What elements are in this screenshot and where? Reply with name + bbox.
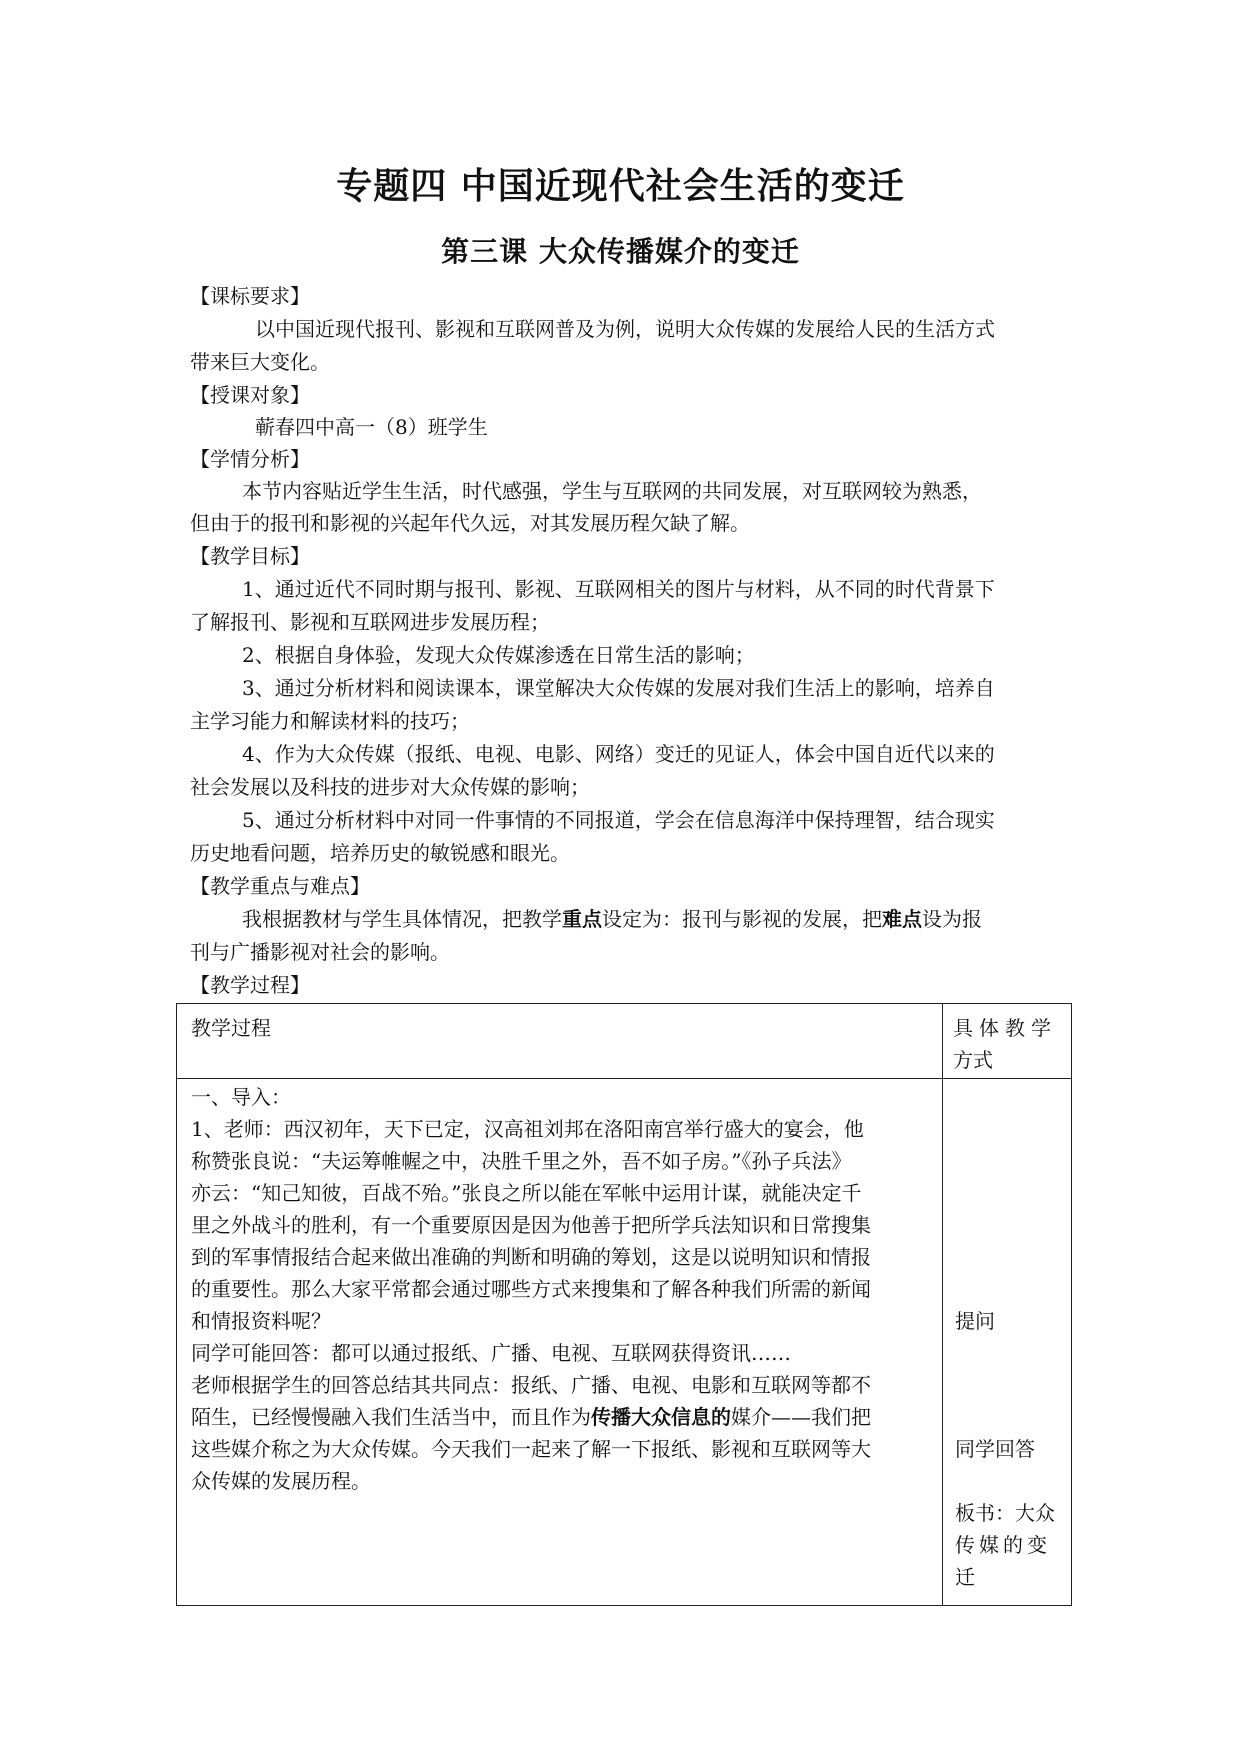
- header-method-line-2: 方式: [953, 1048, 993, 1072]
- section-heading-key-points: 【教学重点与难点】: [190, 874, 370, 898]
- section-heading-goals: 【教学目标】: [190, 544, 310, 568]
- analysis-line-1: 本节内容贴近学生生活，时代感强，学生与互联网的共同发展，对互联网较为熟悉，: [242, 479, 982, 503]
- process-text: 媒介——我们把: [731, 1405, 871, 1429]
- method-student-answer: 同学回答: [955, 1437, 1035, 1461]
- process-line: 老师根据学生的回答总结其共同点：报纸、广播、电视、电影和互联网等都不: [191, 1373, 871, 1397]
- goal-2-line-1: 2、根据自身体验，发现大众传媒渗透在日常生活的影响；: [242, 643, 755, 667]
- table-row: [177, 1079, 1072, 1606]
- process-text: 陌生，已经慢慢融入我们生活当中，而且作为: [191, 1405, 591, 1429]
- section-heading-analysis: 【学情分析】: [190, 447, 310, 471]
- method-board-line-3: 迁: [955, 1565, 975, 1589]
- process-line: 的重要性。那么大家平常都会通过哪些方式来搜集和了解各种我们所需的新闻: [191, 1277, 871, 1301]
- process-line: 亦云：“知己知彼，百战不殆。”张良之所以能在军帐中运用计谋，就能决定千: [191, 1181, 862, 1205]
- target-text: 蕲春四中高一（8）班学生: [255, 415, 488, 439]
- header-process-label: 教学过程: [191, 1016, 271, 1040]
- goal-3-line-2: 主学习能力和解读材料的技巧；: [190, 709, 470, 733]
- goal-3-line-1: 3、通过分析材料和阅读课本，课堂解决大众传媒的发展对我们生活上的影响，培养自: [242, 676, 995, 700]
- method-board-line-2: 传媒的变: [955, 1533, 1051, 1557]
- lesson-subtitle: 第三课 大众传播媒介的变迁: [441, 235, 800, 268]
- key-emphasis-difficulty: 难点: [882, 907, 922, 931]
- header-method-line-1: 具体教学: [953, 1016, 1057, 1040]
- table-header-row: [177, 1004, 1072, 1079]
- process-line: 1、老师：西汉初年，天下已定，汉高祖刘邦在洛阳南宫举行盛大的宴会，他: [191, 1117, 864, 1141]
- process-line: 一、导入：: [191, 1085, 291, 1109]
- analysis-line-2: 但由于的报刊和影视的兴起年代久远，对其发展历程欠缺了解。: [190, 511, 750, 535]
- standard-line-1: 以中国近现代报刊、影视和互联网普及为例，说明大众传媒的发展给人民的生活方式: [255, 317, 995, 341]
- header-cell-method: [943, 1004, 1072, 1079]
- section-heading-target: 【授课对象】: [190, 383, 310, 407]
- key-text-a: 我根据教材与学生具体情况，把教学: [242, 907, 562, 931]
- header-cell-process: [177, 1004, 943, 1079]
- process-line: 和情报资料呢？: [191, 1309, 331, 1333]
- section-heading-process: 【教学过程】: [190, 973, 310, 997]
- goal-1-line-2: 了解报刊、影视和互联网进步发展历程；: [190, 610, 550, 634]
- process-line: [191, 1401, 930, 1433]
- goal-1-line-1: 1、通过近代不同时期与报刊、影视、互联网相关的图片与材料，从不同的时代背景下: [242, 577, 995, 601]
- key-text-c: 设定为：报刊与影视的发展，把: [602, 907, 882, 931]
- method-board-line-1: 板书：大众: [955, 1501, 1055, 1525]
- key-text-e: 设为报: [922, 907, 982, 931]
- method-ask: 提问: [955, 1309, 995, 1333]
- goal-4-line-2: 社会发展以及科技的进步对大众传媒的影响；: [190, 775, 590, 799]
- process-emphasis: 传播大众信息的: [591, 1405, 731, 1429]
- goal-4-line-1: 4、作为大众传媒（报纸、电视、电影、网络）变迁的见证人，体会中国自近代以来的: [242, 742, 995, 766]
- process-line: 里之外战斗的胜利，有一个重要原因是因为他善于把所学兵法知识和日常搜集: [191, 1213, 871, 1237]
- key-points-line-1: [242, 903, 1070, 935]
- process-line: 称赞张良说：“夫运筹帷幄之中，决胜千里之外，吾不如子房。”《孙子兵法》: [191, 1149, 852, 1173]
- key-points-line-2: 刊与广播影视对社会的影响。: [190, 940, 450, 964]
- process-line: 这些媒介称之为大众传媒。今天我们一起来了解一下报纸、影视和互联网等大: [191, 1437, 871, 1461]
- teaching-process-table: [176, 1003, 1072, 1606]
- process-line: 众传媒的发展历程。: [191, 1469, 371, 1493]
- process-line: 同学可能回答：都可以通过报纸、广播、电视、互联网获得资讯……: [191, 1341, 791, 1365]
- method-cell: [943, 1079, 1072, 1606]
- goal-5-line-2: 历史地看问题，培养历史的敏锐感和眼光。: [190, 841, 570, 865]
- standard-line-2: 带来巨大变化。: [190, 350, 330, 374]
- section-heading-standard: 【课标要求】: [190, 284, 310, 308]
- key-emphasis-focus: 重点: [562, 907, 602, 931]
- goal-5-line-1: 5、通过分析材料中对同一件事情的不同报道，学会在信息海洋中保持理智，结合现实: [242, 808, 995, 832]
- process-line: 到的军事情报结合起来做出准确的判断和明确的筹划，这是以说明知识和情报: [191, 1245, 871, 1269]
- process-content-cell: [177, 1079, 943, 1606]
- document-title: 专题四 中国近现代社会生活的变迁: [336, 166, 905, 207]
